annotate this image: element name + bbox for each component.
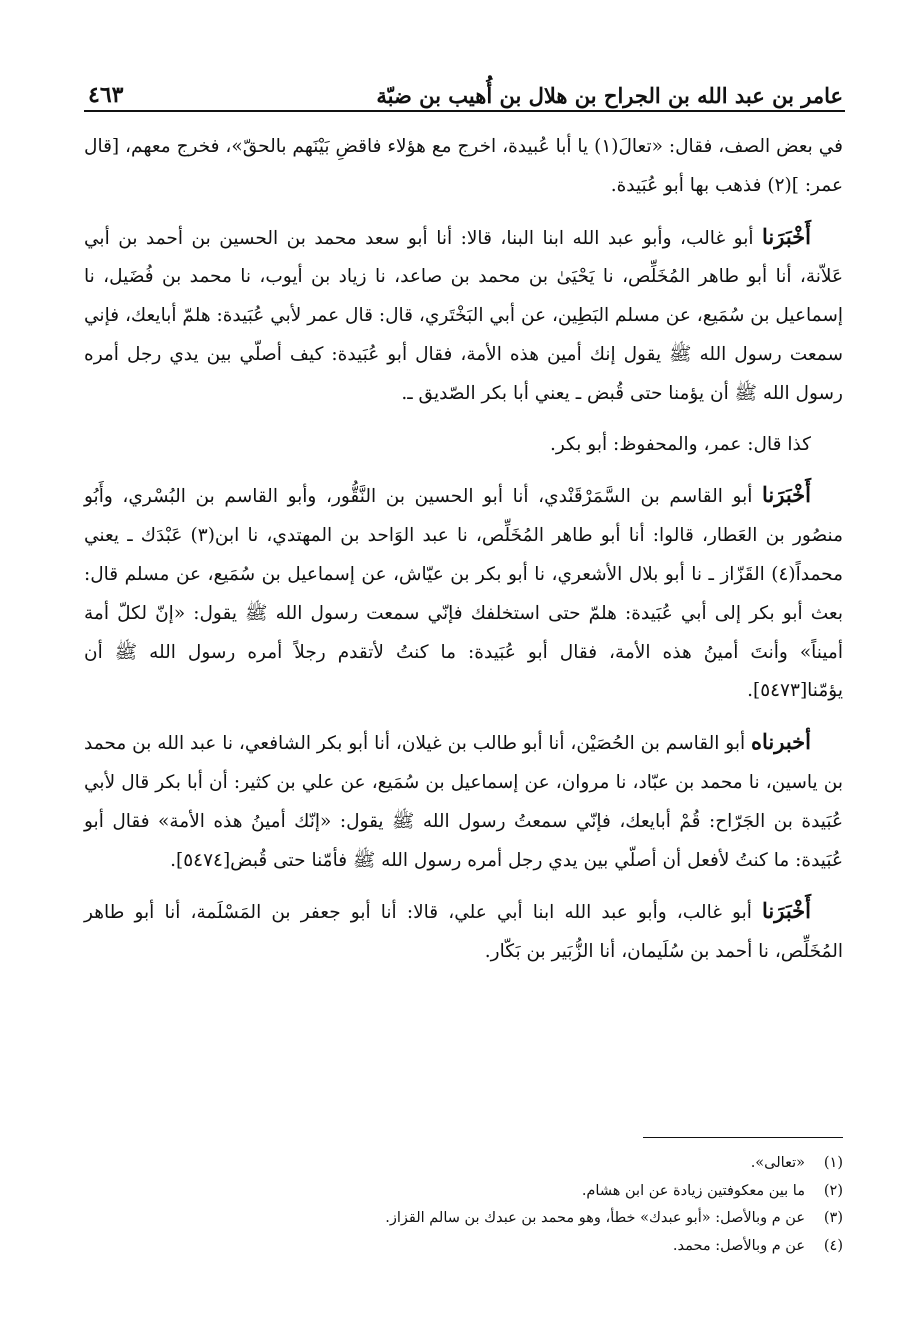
footnote-number: (٢) [823,1182,843,1199]
paragraph-text: أبو القاسم بن الحُصَيْن، أنا أبو طالب بن غيلان، أنا أبو بكر الشافعي، نا عبد الله بن محمد بن ياسين، نا محمد بن عبّاد، نا مروان، عن إسماعيل بن سُمَيع، عن علي بن كثير: أن أبا بكر قال لأبي عُبَيدة بن الجَرّاح: قُمْ أبايعك، فإنّي سمعتُ رسول الله ﷺ يقول: «إنّك أمينُ هذه الأمة» فقال أبو عُبَيدة: ما كنتُ لأفعل أن أصلّي بين يدي رجل أمره رسول الله ﷺ فأمّنا حتى قُبض[٥٤٧٤]. [84,733,843,871]
paragraph [84,426,843,465]
footnote-divider [643,1137,843,1138]
footnote-text: «تعالى». [750,1155,805,1171]
paragraph-lead: أَخْبَرَنا [762,898,811,924]
footnotes [84,1150,843,1260]
paragraph [84,476,843,711]
paragraph-text: كذا قال: عمر، والمحفوظ: أبو بكر. [549,433,811,455]
paragraph [84,218,843,414]
paragraph [84,128,843,206]
header-divider [84,110,845,112]
main-text [84,128,843,984]
footnote-number: (١) [823,1155,843,1171]
footnote-number: (٣) [823,1210,843,1226]
paragraph-text: في بعض الصف، فقال: «تعالَ(١) يا أبا عُبيدة، اخرج مع هؤلاء فاقضِ بَيْنَهم بالحقّ»، فخرج معهم، [قال عمر: ](٢) فذهب بها أبو عُبَيدة. [84,136,843,196]
page-header [88,64,843,108]
footnote [84,1205,843,1233]
paragraph-lead: أَخْبَرَنا [762,482,811,508]
paragraph [84,892,843,972]
footnote-text: عن م وبالأصل: «أبو عبدك» خطأ، وهو محمد بن عبدك بن سالم القزاز. [385,1210,805,1226]
footnote-number: (٤) [823,1237,843,1254]
footnote-text: عن م وبالأصل: محمد. [672,1237,805,1254]
footnote-text: ما بين معكوفتين زيادة عن ابن هشام. [581,1182,805,1199]
paragraph-lead: أخبرناه [751,729,811,755]
paragraph-text: أبو غالب، وأبو عبد الله ابنا أبي علي، قالا: أنا أبو جعفر بن المَسْلَمة، أنا أبو طاهر المُخَلِّص، نا أحمد بن سُلَيمان، أنا الزُّبَير بن بَكّار. [84,902,843,963]
paragraph-lead: أَخْبَرَنا [762,223,811,249]
footnote [84,1150,843,1178]
running-title: عامر بن عبد الله بن الجراح بن هلال بن أُهيب بن ضبّة [376,83,843,108]
paragraph [84,723,843,880]
paragraph-text: أبو القاسم بن السَّمَرْقَنْدي، أنا أبو الحسين بن النَّقُّور، وأبو القاسم بن البُسْري، وأَبُو منصُور بن العَطار، قالوا: أنا أبو طاهر المُخَلِّص، نا عبد الوَاحد بن المهتدي، نا ابن(٣) عَبْدَك ـ يعني محمداً(٤) القَزّاز ـ نا أبو بلال الأشعري، نا أبو بكر بن عيّاش، عن إسماعيل بن سُمَيع، عن مسلم قال: بعث أبو بكر إلى أبي عُبَيدة: هلمّ حتى استخلفك فإنّي سمعت رسول الله ﷺ يقول: «إنّ لكلّ أمة أميناً» وأنتَ أمينُ هذه الأمة، فقال أبو عُبَيدة: ما كنتُ لأتقدم رجلاً أمره رسول الله ﷺ أن يؤمّنا[٥٤٧٣]. [84,486,843,702]
page-number: ٤٦٣ [88,82,124,108]
footnote [84,1178,843,1206]
paragraph-text: أبو غالب، وأبو عبد الله ابنا البنا، قالا: أنا أبو سعد محمد بن الحسين بن أحمد بن أبي عَلاّنة، أنا أبو طاهر المُخَلِّص، نا يَحْيَىٰ بن محمد بن صاعد، نا زياد بن أيوب، نا محمد بن فُضَيل، نا إسماعيل بن سُمَيع، عن مسلم البَطِين، عن أبي البَخْتَري، قال: قال عمر لأبي عُبَيدة: هلمّ أبايعك، فإني سمعت رسول الله ﷺ يقول إنك أمين هذه الأمة، فقال أبو عُبَيدة: كيف أصلّي بين يدي رجل أمره رسول الله ﷺ أن يؤمنا حتى قُبض ـ يعني أبا بكر الصّديق ـ. [84,227,843,404]
footnote [84,1233,843,1261]
